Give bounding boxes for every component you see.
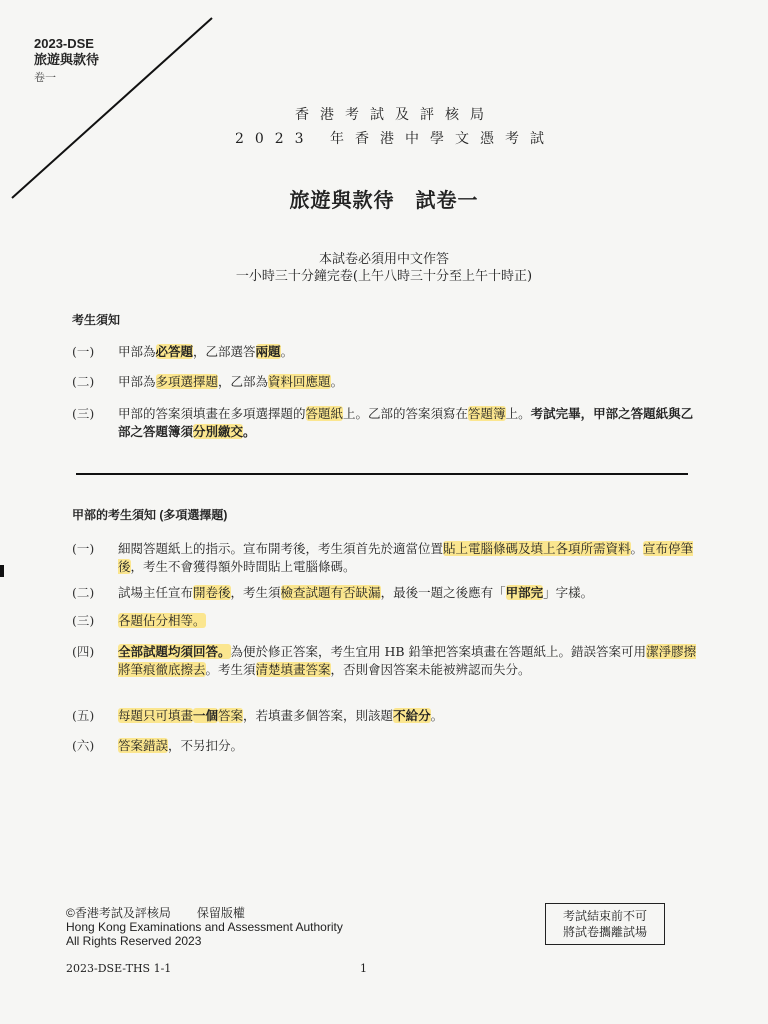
authority-en: Hong Kong Examinations and Assessment Authority [66,920,343,934]
item-number: (三) [72,613,95,628]
authority-name: 香港考試及評核局 [295,107,495,123]
time-note: 一小時三十分鐘完卷(上午八時三十分至上午十時正) [235,269,533,284]
corner-label [34,36,99,88]
item-number: (一) [72,541,95,556]
item-text: 各題佔分相等。 [118,613,206,628]
rights-cn: 保留版權 [196,906,245,920]
page-number: 1 [360,962,367,975]
item-text: 細閱答題紙上的指示。宣布開考後，考生須首先於適當位置貼上電腦條碼及填上各項所需資料。宣布停筆後，考生不會獲得額外時間貼上電腦條碼。 [118,541,694,574]
instruction-item [72,612,698,630]
instruction-item [72,540,698,576]
paper-title: 旅遊與款待 試卷一 [289,190,479,212]
item-text: 試場主任宣布開卷後，考生須檢查試題有否缺漏，最後一題之後應有「甲部完」字樣。 [118,585,594,600]
item-number: (三) [72,406,95,421]
copyright-notice [66,906,343,948]
item-number: (二) [72,374,95,389]
section-divider [76,473,688,475]
instruction-item [72,343,698,361]
rights-en: All Rights Reserved 2023 [66,934,202,948]
instruction-item [72,707,698,725]
page-edge-mark [0,565,4,577]
exam-name: 2023 年香港中學文憑考試 [234,131,556,147]
item-text: 甲部為必答題，乙部選答兩題。 [118,344,294,359]
instruction-item [72,737,698,755]
notice-line: 將試卷攜離試場 [562,925,647,939]
item-number: (五) [72,708,95,723]
copyright-cn: ©香港考試及評核局 [66,906,171,920]
language-note: 本試卷必須用中文作答 [318,252,449,267]
item-text: 每題只可填畫一個答案，若填畫多個答案，則該題不給分。 [118,708,444,723]
exam-notice-box [545,903,665,945]
instructions-title: 考生須知 [72,313,121,327]
exam-code: 2023-DSE [34,36,94,51]
instruction-item [72,373,698,391]
instruction-item [72,584,698,602]
item-number: (一) [72,344,95,359]
item-number: (二) [72,585,95,600]
item-text: 甲部的答案須填畫在多項選擇題的答題紙上。乙部的答案須寫在答題簿上。考試完畢，甲部之答題紙與乙部之答題簿須分別繳交。 [118,406,694,439]
section-a-instructions-title: 甲部的考生須知 (多項選擇題) [72,508,228,522]
item-number: (四) [72,644,95,659]
instruction-item [72,643,698,679]
instruction-item [72,405,698,441]
paper-code: 2023-DSE-THS 1-1 [66,962,172,975]
item-text: 甲部為多項選擇題，乙部為資料回應題。 [118,374,344,389]
item-text: 答案錯誤，不另扣分。 [118,738,244,753]
subject-name: 旅遊與款待 [34,52,100,67]
notice-line: 考試結束前不可 [562,909,647,923]
paper-label: 卷一 [34,72,56,84]
item-number: (六) [72,738,95,753]
item-text: 全部試題均須回答。為便於修正答案，考生宜用 HB 鉛筆把答案填畫在答題紙上。錯誤答案可用潔淨膠擦將筆痕徹底擦去。考生須清楚填畫答案，否則會因答案未能被辨認而失分。 [118,644,697,677]
